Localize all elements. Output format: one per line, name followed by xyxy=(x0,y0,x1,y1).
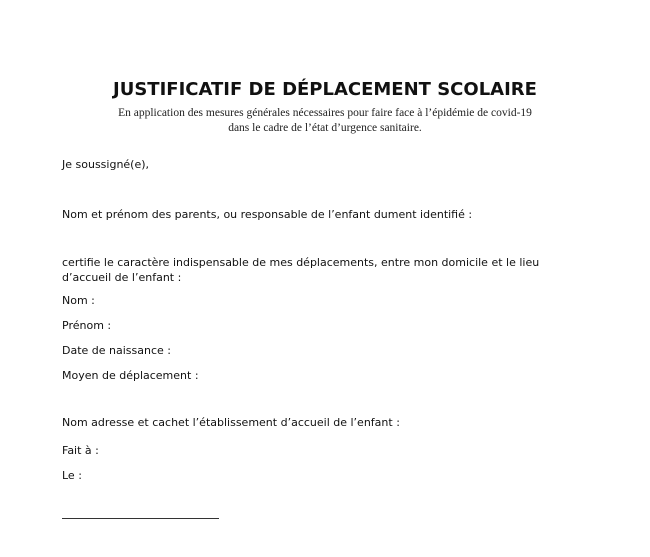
field-nom-label: Nom : xyxy=(62,294,95,307)
subtitle-line-1: En application des mesures générales nécessaires pour faire face à l’épidémie de covid-19 xyxy=(118,107,532,119)
etablissement-label: Nom adresse et cachet l’établissement d’accueil de l’enfant : xyxy=(62,416,400,429)
fait-a-label: Fait à : xyxy=(62,444,99,457)
date-le-label: Le : xyxy=(62,469,82,482)
field-prenom-label: Prénom : xyxy=(62,319,112,332)
field-date-naissance-label: Date de naissance : xyxy=(62,344,171,357)
document-title: JUSTIFICATIF DE DÉPLACEMENT SCOLAIRE xyxy=(113,79,537,100)
document-subtitle xyxy=(0,106,650,136)
intro-text: Je soussigné(e), xyxy=(62,158,150,171)
certify-text: certifie le caractère indispensable de mes déplacements, entre mon domicile et le lieu d’accueil de l’enfant : xyxy=(62,256,540,284)
field-moyen-deplacement-label: Moyen de déplacement : xyxy=(62,369,199,382)
parents-label: Nom et prénom des parents, ou responsable de l’enfant dument identifié : xyxy=(62,208,473,221)
subtitle-line-2: dans le cadre de l’état d’urgence sanitaire. xyxy=(228,122,422,134)
signature-line xyxy=(62,518,219,519)
